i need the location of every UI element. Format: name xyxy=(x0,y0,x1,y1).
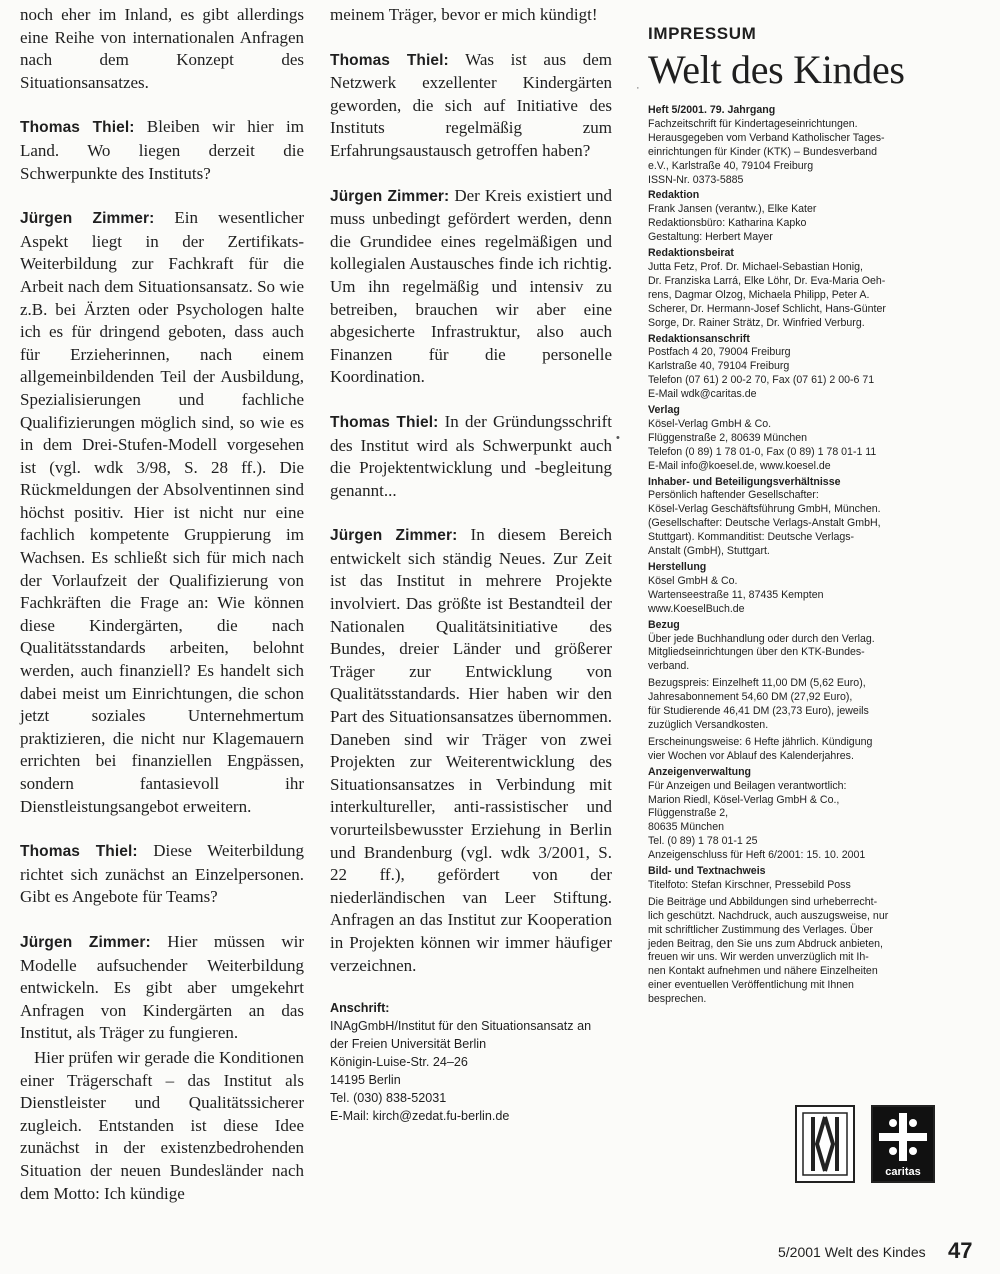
paragraph-text: Diese Weiterbildung richtet sich zunächst an Einzelpersonen. Gibt es Angebote für Teams? xyxy=(20,841,304,907)
impressum-heading: IMPRESSUM xyxy=(648,24,757,43)
impressum-section-heading: Bild- und Textnachweis xyxy=(648,865,766,878)
impressum-line: Titelfoto: Stefan Kirschner, Pressebild Poss xyxy=(648,878,851,891)
impressum-line: Dr. Franziska Larrá, Elke Löhr, Dr. Eva-Maria Oeh- xyxy=(648,274,886,287)
paragraph-text: Der Kreis existiert und muss unbedingt gefördert werden, denn die Grundidee eines regelmäßigen und kollegialen Austausches finde ich richtig. Um ihn regelmäßig und intensiv zu betreiben, brauchen wir aber eine abgesicherte Infrastruktur, also auch Finanzen für die personelle Koordination. xyxy=(330,185,612,387)
impressum-line: Anzeigenschluss für Heft 6/2001: 15. 10. 2001 xyxy=(648,849,866,862)
impressum-line: Stuttgart). Kommanditist: Deutsche Verlags- xyxy=(648,531,855,544)
impressum-line: Karlstraße 40, 79104 Freiburg xyxy=(648,360,790,373)
issue-label: Heft 5/2001. 79. Jahrgang xyxy=(648,104,776,116)
paragraph xyxy=(20,116,304,185)
impressum-line: Herausgegeben vom Verband Katholischer Tages- xyxy=(648,131,885,144)
impressum-column xyxy=(648,0,958,1007)
paragraph xyxy=(20,840,304,909)
paragraph-text: Hier müssen wir Modelle aufsuchender Weiterbildung entwickeln. Es gibt aber umgekehrt Anfragen von Kindergärten an das Institut, als Träger zu fungieren. xyxy=(20,931,304,1043)
paragraph: Hier prüfen wir gerade die Konditionen einer Trägerschaft – das Institut als Dienstleister und Qualitätssicherer zugleich. Entstanden ist diese Idee zunächst in der existenzbedrohenden Situation der neuen Bundesländer nach dem Motto: Ich kündige xyxy=(20,1047,304,1203)
paragraph xyxy=(20,931,304,1045)
impressum-section-heading: Redaktionsbeirat xyxy=(648,247,734,260)
impressum-line: Die Beiträge und Abbildungen sind urheberrecht- xyxy=(648,895,878,908)
impressum-line: Flüggenstraße 2, 80639 München xyxy=(648,431,808,444)
impressum-line: (Gesellschafter: Deutsche Verlags-Anstalt GmbH, xyxy=(648,517,881,530)
impressum-line: e.V., Karlstraße 40, 79104 Freiburg xyxy=(648,159,814,172)
impressum-line: Bezugspreis: Einzelheft 11,00 DM (5,62 Euro), xyxy=(648,677,866,690)
paragraph-text: In der Gründungsschrift des Institut wird als Schwerpunkt auch die Projektentwicklung und -begleitung genannt... xyxy=(330,411,612,500)
address-line: Tel. (030) 838-52031 xyxy=(330,1091,447,1106)
impressum-line: Wartenseestraße 11, 87435 Kempten xyxy=(648,588,824,601)
impressum-line: Kösel GmbH & Co. xyxy=(648,574,738,587)
impressum-line: Kösel-Verlag Geschäftsführung GmbH, München. xyxy=(648,503,881,516)
logo-group xyxy=(795,1105,945,1183)
impressum-line: Flüggenstraße 2, xyxy=(648,807,729,820)
article-column-1 xyxy=(20,0,304,1227)
paragraph xyxy=(330,49,612,163)
impressum-line: Jahresabonnement 54,60 DM (27,92 Euro), xyxy=(648,691,853,704)
impressum-section-heading: Verlag xyxy=(648,404,680,417)
impressum-section-heading: Redaktion xyxy=(648,189,700,202)
impressum-line: nen Kontakt aufnehmen und nähere Einzelheiten xyxy=(648,965,878,978)
paragraph-text: Ein wesentlicher Aspekt liegt in der Zertifikats-Weiterbildung zur Fachkraft für die Arbeit nach dem Situationsansatz. So wie z.B. bei Ärzten oder Psychologen halte ich es für dringend geboten, dass auch für Erzieherinnen, nach einem allgemeinbildenden Teil der Ausbildung, Spezialisierungen und fachliche Qualifizierungen möglich sind, so wie es in dem Drei-Stufen-Modell vorgesehen ist (vgl. wdk 3/98, S. 28 ff.). Die Rückmeldungen der Absolventinnen sind höchst positiv. Hier ist nicht nur eine fachlich kompetente Gruppierung im Wachsen. Es schließt sich für mich nach der Vorlaufzeit der Qualifizierung von Fachkräften die Frage an: Wie können diese Kindergärten, die nach Qualitätsstandards arbeiten, belohnt werden, auch finanziell? Es handelt sich dabei meist um Einrichtungen, die schon jetzt soziales Unternehmertum praktizieren, die nicht nur Klagemauern errichten bei finanziellen Engpässen, sondern fantasievoll ihr Dienstleistungsangebot erweitern. xyxy=(20,208,304,816)
impressum-line: Telefon (07 61) 2 00-2 70, Fax (07 61) 2 00-6 71 xyxy=(648,374,875,387)
impressum-line: ISSN-Nr. 0373-5885 xyxy=(648,173,744,186)
paragraph xyxy=(330,411,612,502)
impressum-line: Für Anzeigen und Beilagen verantwortlich: xyxy=(648,779,847,792)
impressum-line: Sorge, Dr. Rainer Strätz, Dr. Winfried Verburg. xyxy=(648,316,865,329)
caritas-cross-icon xyxy=(873,1107,933,1167)
impressum-line: Marion Riedl, Kösel-Verlag GmbH & Co., xyxy=(648,793,840,806)
impressum-line: Redaktionsbüro: Katharina Kapko xyxy=(648,217,807,230)
speaker-name: Thomas Thiel: xyxy=(330,51,449,69)
magazine-title: Welt des Kindes xyxy=(648,47,905,92)
impressum-line: lich geschützt. Nachdruck, auch auszugsweise, nur xyxy=(648,909,889,922)
paragraph xyxy=(330,524,612,977)
impressum-line: Erscheinungsweise: 6 Hefte jährlich. Kündigung xyxy=(648,735,873,748)
impressum-line: verband. xyxy=(648,660,690,673)
speaker-name: Jürgen Zimmer: xyxy=(330,187,450,205)
impressum-line: Tel. (0 89) 1 78 01-1 25 xyxy=(648,835,758,848)
impressum-line: E-Mail wdk@caritas.de xyxy=(648,388,757,401)
address-title: Anschrift: xyxy=(330,1001,390,1016)
article-column-2 xyxy=(330,0,612,1125)
paragraph: noch eher im Inland, es gibt allerdings eine Reihe von internationalen Anfragen nach dem Konzept des Situationsansatzes. xyxy=(20,5,304,92)
paragraph xyxy=(20,207,304,818)
ktk-logo xyxy=(795,1105,855,1183)
impressum-sections xyxy=(648,189,958,1007)
impressum-line: rens, Dagmar Olzog, Michaela Philipp, Peter A. xyxy=(648,288,870,301)
speaker-name: Jürgen Zimmer: xyxy=(330,527,458,545)
scan-mark: • xyxy=(616,432,620,444)
address-line: INAgGmbH/Institut für den Situationsansatz an der Freien Universität Berlin xyxy=(330,1019,592,1052)
address-block xyxy=(330,999,612,1125)
impressum-section-heading: Redaktionsanschrift xyxy=(648,332,750,345)
caritas-label: caritas xyxy=(885,1166,921,1178)
impressum-line: Persönlich haftender Gesellschafter: xyxy=(648,489,819,502)
impressum-line: Kösel-Verlag GmbH & Co. xyxy=(648,417,772,430)
impressum-line: Scherer, Dr. Hermann-Josef Schlicht, Hans-Günter xyxy=(648,302,886,315)
impressum-line: E-Mail info@koesel.de, www.koesel.de xyxy=(648,459,831,472)
paragraph-text: Bleiben wir hier im Land. Wo liegen derzeit die Schwerpunkte des Instituts? xyxy=(20,117,304,183)
address-line: 14195 Berlin xyxy=(330,1073,401,1088)
impressum-line: Über jede Buchhandlung oder durch den Verlag. xyxy=(648,632,875,645)
impressum-line: 80635 München xyxy=(648,821,724,834)
speaker-name: Thomas Thiel: xyxy=(20,119,135,137)
speaker-name: Thomas Thiel: xyxy=(20,843,138,861)
address-line: Königin-Luise-Str. 24–26 xyxy=(330,1055,468,1070)
page-footer xyxy=(760,1238,990,1266)
impressum-section-heading: Bezug xyxy=(648,618,680,631)
impressum-line: vier Wochen vor Ablauf des Kalenderjahres. xyxy=(648,749,854,762)
paragraph-text: In diesem Bereich entwickelt sich ständig Neues. Zur Zeit ist das Institut in mehrere Projekte involviert. Das größte ist Bestandteil der Nationalen Qualitätsinitiative des Bundes, dreier Länder und größerer Träger zur Entwicklung von Qualitätsstandards. Hier haben wir den Part des Situationsansatzes übernommen. Daneben sind wir Träger von zwei Projekten zur Weiterentwicklung des Situationsansatzes in Verbindung mit interkultureller, anti-rassistischer und vorurteilsbewusster Erziehung in Berlin und Brandenburg (vgl. wdk 3/2001, S. 22 ff.), gefördert von der niederländischen van Leer Stiftung. Anfragen an das Institut zur Kooperation in Projekten können wir immer häufiger verzeichnen. xyxy=(330,525,612,975)
impressum-line: zuzüglich Versandkosten. xyxy=(648,718,769,731)
paragraph: meinem Träger, bevor er mich kündigt! xyxy=(330,5,598,24)
speaker-name: Jürgen Zimmer: xyxy=(20,210,155,228)
impressum-line: Jutta Fetz, Prof. Dr. Michael-Sebastian Honig, xyxy=(648,260,863,273)
impressum-line: Anstalt (GmbH), Stuttgart. xyxy=(648,545,770,558)
impressum-line: Gestaltung: Herbert Mayer xyxy=(648,231,773,244)
impressum-line: Fachzeitschrift für Kindertageseinrichtungen. xyxy=(648,117,858,130)
impressum-section-heading: Anzeigenverwaltung xyxy=(648,765,752,778)
impressum-line: freuen wir uns. Wir werden unverzüglich mit Ih- xyxy=(648,951,869,964)
impressum-line: für Studierende 46,41 DM (23,73 Euro), jeweils xyxy=(648,705,869,718)
impressum-section-heading: Herstellung xyxy=(648,561,707,573)
impressum-line: mit schriftlicher Zustimmung des Verlages. Über xyxy=(648,923,873,936)
paragraph xyxy=(330,185,612,389)
impressum-line: einer eventuellen Veröffentlichung mit Ihnen xyxy=(648,979,854,992)
footer-issue: 5/2001 Welt des Kindes xyxy=(778,1244,926,1260)
speaker-name: Thomas Thiel: xyxy=(330,413,439,431)
impressum-line: Telefon (0 89) 1 78 01-0, Fax (0 89) 1 78 01-1 11 xyxy=(648,445,877,458)
caritas-logo xyxy=(871,1105,935,1183)
page-number: 47 xyxy=(948,1238,973,1263)
email-link[interactable]: E-Mail: kirch@zedat.fu-berlin.de xyxy=(330,1109,510,1124)
impressum-line: www.KoeselBuch.de xyxy=(648,602,745,615)
impressum-line: Frank Jansen (verantw.), Elke Kater xyxy=(648,203,817,216)
impressum-section-heading: Inhaber- und Beteiligungsverhältnisse xyxy=(648,475,841,488)
impressum-line: Postfach 4 20, 79004 Freiburg xyxy=(648,346,791,359)
impressum-line: besprechen. xyxy=(648,993,707,1006)
scan-mark: · xyxy=(636,82,640,94)
paragraph-text: Was ist aus dem Netzwerk exzellenter Kindergärten geworden, die sich auf Initiative des Instituts regelmäßig zum Erfahrungsaustausch getroffen haben? xyxy=(330,49,613,160)
impressum-issue-block xyxy=(648,104,958,187)
impressum-line: Mitgliedseinrichtungen über den KTK-Bundes- xyxy=(648,646,865,659)
impressum-line: einrichtungen für Kinder (KTK) – Bundesverband xyxy=(648,145,878,158)
speaker-name: Jürgen Zimmer: xyxy=(20,933,151,951)
impressum-line: jeden Beitrag, den Sie uns zum Abdruck anbieten, xyxy=(648,937,883,950)
